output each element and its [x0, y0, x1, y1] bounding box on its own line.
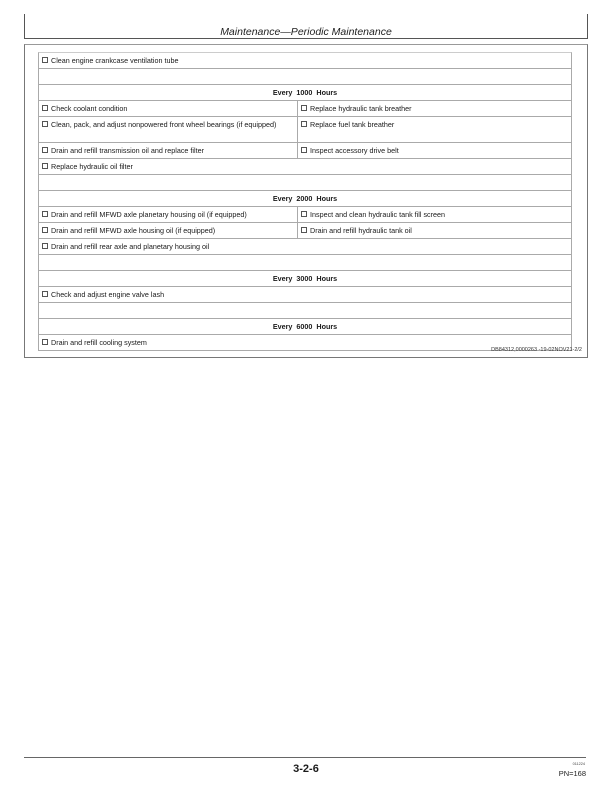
checkbox-icon[interactable] [42, 121, 48, 127]
checklist-item[interactable]: Inspect and clean hydraulic tank fill screen [298, 207, 571, 222]
checklist-item[interactable]: Check and adjust engine valve lash [39, 287, 571, 302]
section-heading-2000: Every 2000 Hours [39, 191, 571, 207]
checkbox-icon[interactable] [42, 57, 48, 63]
checkbox-icon[interactable] [301, 147, 307, 153]
checklist-item[interactable]: Drain and refill cooling system [39, 335, 571, 350]
table-row [39, 223, 571, 239]
checklist-item[interactable]: Drain and refill MFWD axle planetary housing oil (if equipped) [39, 207, 298, 222]
maintenance-section [24, 44, 588, 358]
table-row [39, 101, 571, 117]
table-row [39, 143, 571, 159]
section-heading-3000: Every 3000 Hours [39, 271, 571, 287]
checklist-item[interactable]: Clean, pack, and adjust nonpowered front wheel bearings (if equipped) [39, 117, 298, 142]
checklist-item[interactable]: Clean engine crankcase ventilation tube [39, 53, 571, 68]
checklist-item[interactable]: Drain and refill transmission oil and replace filter [39, 143, 298, 158]
checkbox-icon[interactable] [42, 339, 48, 345]
checkbox-icon[interactable] [42, 291, 48, 297]
page-number: 3-2-6 [293, 763, 319, 775]
pn-number: PN=168 [558, 769, 586, 778]
section-heading-1000: Every 1000 Hours [39, 85, 571, 101]
blank-row [39, 255, 571, 271]
footer-code: 011224 [572, 762, 585, 766]
checklist-item[interactable]: Replace hydraulic tank breather [298, 101, 571, 116]
checklist-item[interactable]: Drain and refill hydraulic tank oil [298, 223, 571, 238]
table-row [39, 159, 571, 175]
checkbox-icon[interactable] [42, 211, 48, 217]
table-row [39, 207, 571, 223]
checkbox-icon[interactable] [42, 243, 48, 249]
checklist-item[interactable]: Replace hydraulic oil filter [39, 159, 571, 174]
blank-row [39, 303, 571, 319]
checkbox-icon[interactable] [301, 211, 307, 217]
table-row [39, 53, 571, 69]
checklist-item[interactable]: Drain and refill MFWD axle housing oil (if equipped) [39, 223, 298, 238]
header-title: Maintenance—Periodic Maintenance [220, 26, 392, 38]
checkbox-icon[interactable] [42, 227, 48, 233]
checkbox-icon[interactable] [42, 105, 48, 111]
footer-divider [24, 757, 586, 758]
checklist-item[interactable]: Replace fuel tank breather [298, 117, 571, 142]
checkbox-icon[interactable] [301, 121, 307, 127]
page-header [24, 14, 588, 39]
table-row [39, 239, 571, 255]
maintenance-checklist-table [38, 52, 572, 351]
checklist-item[interactable]: Inspect accessory drive belt [298, 143, 571, 158]
checklist-item[interactable]: Check coolant condition [39, 101, 298, 116]
checkbox-icon[interactable] [42, 147, 48, 153]
checkbox-icon[interactable] [301, 105, 307, 111]
checkbox-icon[interactable] [42, 163, 48, 169]
section-heading-6000: Every 6000 Hours [39, 319, 571, 335]
checkbox-icon[interactable] [301, 227, 307, 233]
blank-row [39, 69, 571, 85]
checklist-item[interactable]: Drain and refill rear axle and planetary housing oil [39, 239, 571, 254]
table-row [39, 287, 571, 303]
blank-row [39, 175, 571, 191]
document-reference: DB84312,0000263 -19-02NOV21-2/2 [491, 347, 582, 353]
table-row [39, 117, 571, 143]
